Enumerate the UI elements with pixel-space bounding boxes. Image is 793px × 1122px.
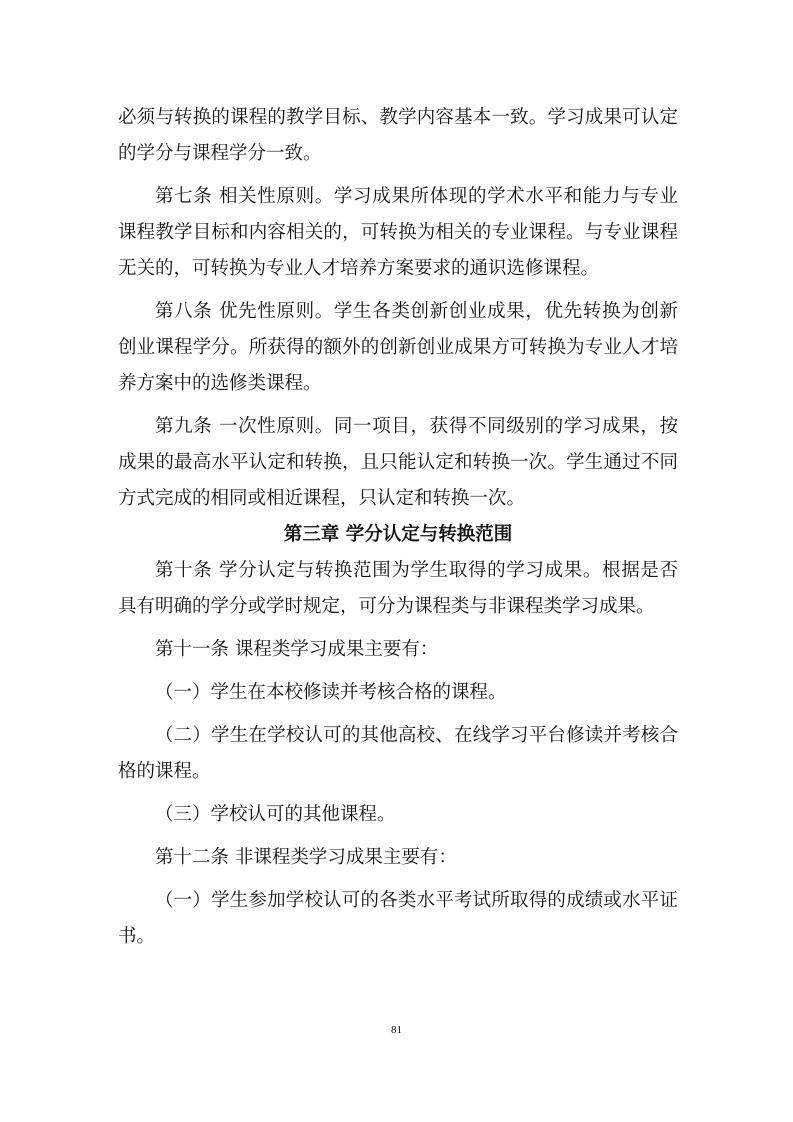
article-12: 第十二条 非课程类学习成果主要有： (155, 847, 457, 868)
list-item: （三）学校认可的其他课程。 (155, 804, 396, 825)
text-line: 成果的最高水平认定和转换，且只能认定和转换一次。学生通过不同 (118, 452, 678, 473)
text-line: 无关的，可转换为专业人才培养方案要求的通识选修课程。 (118, 258, 600, 279)
document-body (118, 100, 678, 955)
article-7: 第七条 相关性原则。学习成果所体现的学术水平和能力与专业 (155, 186, 678, 207)
text-line: 必须与转换的课程的教学目标、教学内容基本一致。学习成果可认定 (118, 107, 678, 128)
text-line: 具有明确的学分或学时规定，可分为课程类与非课程类学习成果。 (118, 596, 655, 617)
list-item: （二）学生在学校认可的其他高校、在线学习平台修读并考核合 (155, 725, 678, 746)
text-line: 课程教学目标和内容相关的，可转换为相关的专业课程。与专业课程 (118, 222, 678, 243)
text-line: 格的课程。 (118, 761, 211, 782)
text-line: 书。 (118, 926, 156, 947)
text-line: 创业课程学分。所获得的额外的创新创业成果方可转换为专业人才培 (118, 337, 678, 358)
text-line: 养方案中的选修类课程。 (118, 373, 322, 394)
list-item: （一）学生在本校修读并考核合格的课程。 (155, 682, 507, 703)
text-line: 的学分与课程学分一致。 (118, 143, 322, 164)
text-line: 方式完成的相同或相近课程，只认定和转换一次。 (118, 488, 526, 509)
article-8: 第八条 优先性原则。学生各类创新创业成果，优先转换为创新 (155, 301, 678, 322)
article-10: 第十条 学分认定与转换范围为学生取得的学习成果。根据是否 (155, 560, 678, 581)
chapter-heading: 第三章 学分认定与转换范围 (283, 524, 513, 545)
page-number: 81 (391, 1024, 402, 1036)
list-item: （一）学生参加学校认可的各类水平考试所取得的成绩或水平证 (155, 890, 678, 911)
article-9: 第九条 一次性原则。同一项目，获得不同级别的学习成果，按 (155, 416, 678, 437)
article-11: 第十一条 课程类学习成果主要有： (155, 639, 439, 660)
